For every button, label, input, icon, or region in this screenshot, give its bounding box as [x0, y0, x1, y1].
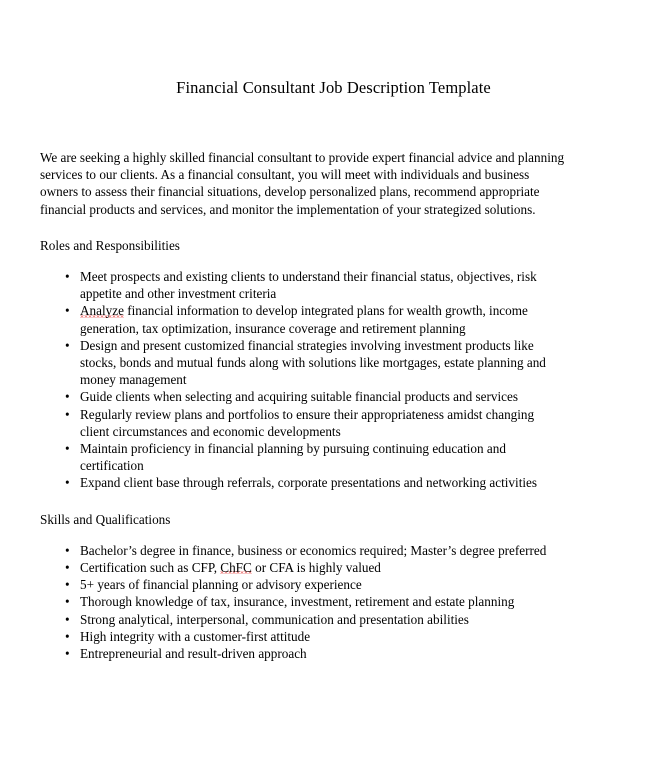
- bullet-text: financial information to develop integrated plans for wealth growth, income generation, tax optimization, insurance coverage and retirement planning: [80, 303, 528, 336]
- section-heading-roles: Roles and Responsibilities: [40, 237, 180, 253]
- skills-bullet-list: [40, 528, 627, 662]
- list-item: [40, 611, 627, 628]
- bullet-text: High integrity with a customer-first attitude: [80, 628, 311, 644]
- list-item: [40, 576, 627, 593]
- bullet-text: Strong analytical, interpersonal, communication and presentation abilities: [80, 611, 469, 627]
- bullet-text: Thorough knowledge of tax, insurance, investment, retirement and estate planning: [80, 594, 515, 610]
- bullet-text: Guide clients when selecting and acquiring suitable financial products and services: [80, 389, 518, 405]
- bullet-text: Meet prospects and existing clients to understand their financial status, objectives, risk appetite and other investment criteria: [80, 269, 537, 302]
- list-item: [40, 388, 627, 405]
- list-item: [40, 645, 627, 662]
- bullet-text-before: Certification such as CFP,: [80, 560, 221, 576]
- bullet-text-after: or CFA is highly valued: [251, 560, 381, 576]
- bullet-text: Design and present customized financial strategies involving investment products like stocks, bonds and mutual funds along with solutions like mortgages, estate planning and money management: [80, 337, 546, 388]
- list-item: [40, 628, 627, 645]
- bullet-text: Bachelor’s degree in finance, business or economics required; Master’s degree preferred: [80, 542, 547, 558]
- misspelled-word: Analyze: [80, 303, 124, 319]
- intro-paragraph: We are seeking a highly skilled financial consultant to provide expert financial advice and planning services to our clients. As a financial consultant, you will meet with individuals and business owners to assess their financial situations, develop personalized plans, recommend appropriate financial products and services, and monitor the implementation of your strategized solutions.: [40, 150, 565, 217]
- bullet-text: 5+ years of financial planning or advisory experience: [80, 577, 362, 593]
- bullet-text: Entrepreneurial and result-driven approach: [80, 646, 307, 662]
- bullet-text: Regularly review plans and portfolios to ensure their appropriateness amidst changing client circumstances and economic developments: [80, 406, 535, 439]
- list-item: [40, 406, 627, 440]
- bullet-text: Maintain proficiency in financial planning by pursuing continuing education and certification: [80, 441, 506, 474]
- page-title: Financial Consultant Job Description Template: [176, 78, 491, 97]
- list-item: [40, 268, 627, 302]
- list-item: [40, 559, 627, 576]
- roles-bullet-list: [40, 254, 627, 492]
- list-item: [40, 474, 627, 491]
- list-item: [40, 542, 627, 559]
- misspelled-word: ChFC: [220, 560, 252, 576]
- bullet-text: Expand client base through referrals, corporate presentations and networking activities: [80, 475, 538, 491]
- list-item: [40, 302, 627, 336]
- list-item: [40, 593, 627, 610]
- list-item: [40, 440, 627, 474]
- list-item: [40, 337, 627, 389]
- section-heading-skills: Skills and Qualifications: [40, 511, 171, 527]
